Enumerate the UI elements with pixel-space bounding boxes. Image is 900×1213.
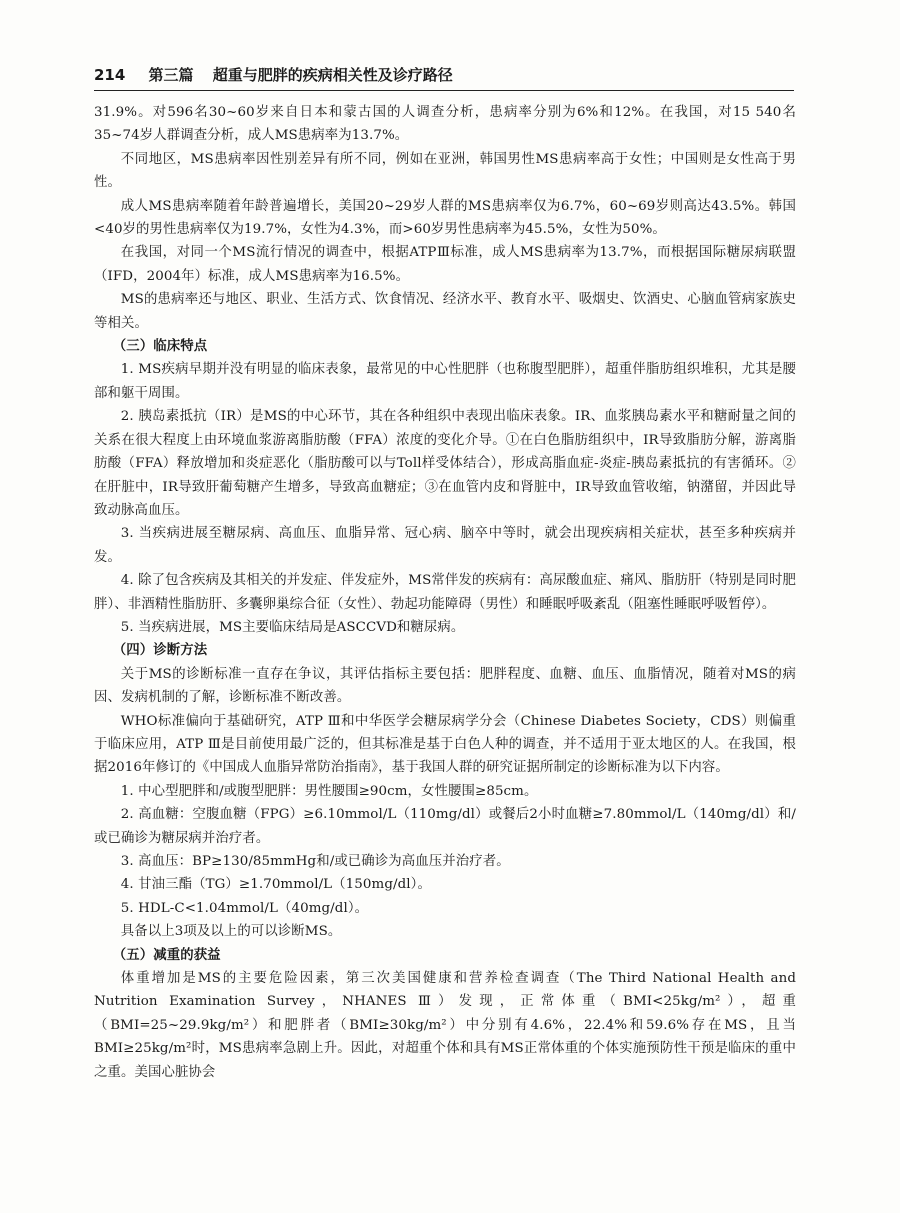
running-header (94, 62, 794, 91)
paragraph: 成人MS患病率随着年龄普遍增长，美国20~29岁人群的MS患病率仅为6.7%，60~69岁则高达43.5%。韩国<40岁的男性患病率仅为19.7%，女性为4.3%，而>60岁男性患病率为45.5%，女性为50%。 (94, 198, 796, 238)
paragraph-continued: 31.9%。对596名30~60岁来自日本和蒙古国的人调查分析，患病率分别为6%和12%。在我国，对15 540名35~74岁人群调查分析，成人MS患病率为13.7%。 (94, 105, 796, 144)
paragraph: 5. HDL-C<1.04mmol/L（40mg/dl）。 (120, 900, 369, 916)
paragraph: 4. 除了包含疾病及其相关的并发症、伴发症外，MS常伴发的疾病有：高尿酸血症、痛风、脂肪肝（特别是同时肥胖）、非酒精性脂肪肝、多囊卵巢综合征（女性）、勃起功能障碍（男性）和睡眠呼吸紊乱（阻塞性睡眠呼吸暂停）。 (94, 573, 796, 612)
section-heading: （三）临床特点 (112, 339, 208, 355)
paragraph: 体重增加是MS的主要危险因素，第三次美国健康和营养检查调查（The Third National Health and Nutrition Examination Survey，NHANES Ⅲ）发现，正常体重（BMI<25kg/m²），超重（BMI=25~29.9kg/m²）和肥胖者（BMI≥30kg/m²）中分别有4.6%，22.4%和59.6%存在MS，且当BMI≥25kg/m²时，MS患病率急剧上升。因此，对超重个体和具有MS正常体重的个体实施预防性干预是临床的重中之重。美国心脏协会 (94, 971, 796, 1080)
paragraph: 2. 胰岛素抵抗（IR）是MS的中心环节，其在各种组织中表现出临床表象。IR、血浆胰岛素水平和糖耐量之间的关系在很大程度上由环境血浆游离脂肪酸（FFA）浓度的变化介导。①在白色脂肪组织中，IR导致脂肪分解，游离脂肪酸（FFA）释放增加和炎症恶化（脂肪酸可以与Toll样受体结合），形成高脂血症-炎症-胰岛素抵抗的有害循环。②在肝脏中，IR导致肝葡萄糖产生增多，导致高血糖症；③在血管内皮和肾脏中，IR导致血管收缩，钠潴留，并因此导致动脉高血压。 (94, 409, 796, 518)
section-heading: （四）诊断方法 (112, 643, 208, 659)
paragraph: 3. 当疾病进展至糖尿病、高血压、血脂异常、冠心病、脑卒中等时，就会出现疾病相关症状，甚至多种疾病并发。 (94, 526, 796, 565)
part-label: 第三篇 (148, 66, 194, 84)
part-title: 超重与肥胖的疾病相关性及诊疗路径 (212, 66, 453, 84)
section-heading: （五）减重的获益 (112, 947, 221, 963)
paragraph: 3. 高血压：BP≥130/85mmHg和/或已确诊为高血压并治疗者。 (120, 854, 510, 869)
paragraph: 关于MS的诊断标准一直存在争议，其评估指标主要包括：肥胖程度、血糖、血压、血脂情况，随着对MS的病因、发病机制的了解，诊断标准不断改善。 (94, 666, 796, 706)
paragraph: 在我国，对同一个MS流行情况的调查中，根据ATPⅢ标准，成人MS患病率为13.7%，而根据国际糖尿病联盟（IFD，2004年）标准，成人MS患病率为16.5%。 (94, 245, 796, 284)
paragraph: WHO标准偏向于基础研究，ATP Ⅲ和中华医学会糖尿病学分会（Chinese Diabetes Society，CDS）则偏重于临床应用，ATP Ⅲ是目前使用最广泛的，但其标准是基于白色人种的调查，并不适用于亚太地区的人。在我国，根据2016年修订的《中国成人血脂异常防治指南》，基于我国人群的研究证据所制定的诊断标准为以下内容。 (94, 713, 796, 776)
paragraph: 2. 高血糖：空腹血糖（FPG）≥6.10mmol/L（110mg/dl）或餐后2小时血糖≥7.80mmol/L（140mg/dl）和/或已确诊为糖尿病并治疗者。 (94, 807, 796, 846)
page-number: 214 (94, 66, 126, 84)
paragraph: 不同地区，MS患病率因性别差异有所不同，例如在亚洲，韩国男性MS患病率高于女性；中国则是女性高于男性。 (94, 151, 796, 191)
paragraph: 1. 中心型肥胖和/或腹型肥胖：男性腰围≥90cm，女性腰围≥85cm。 (120, 783, 538, 799)
body-text (94, 101, 796, 1084)
paragraph: 1. MS疾病早期并没有明显的临床表象，最常见的中心性肥胖（也称腹型肥胖），超重伴脂肪组织堆积，尤其是腰部和躯干周围。 (94, 362, 796, 401)
paragraph: 5. 当疾病进展，MS主要临床结局是ASCCVD和糖尿病。 (120, 619, 465, 635)
paragraph: 4. 甘油三酯（TG）≥1.70mmol/L（150mg/dl）。 (120, 877, 431, 893)
paragraph: 具备以上3项及以上的可以诊断MS。 (120, 924, 342, 940)
paragraph: MS的患病率还与地区、职业、生活方式、饮食情况、经济水平、教育水平、吸烟史、饮酒史、心脑血管病家族史等相关。 (94, 292, 796, 331)
